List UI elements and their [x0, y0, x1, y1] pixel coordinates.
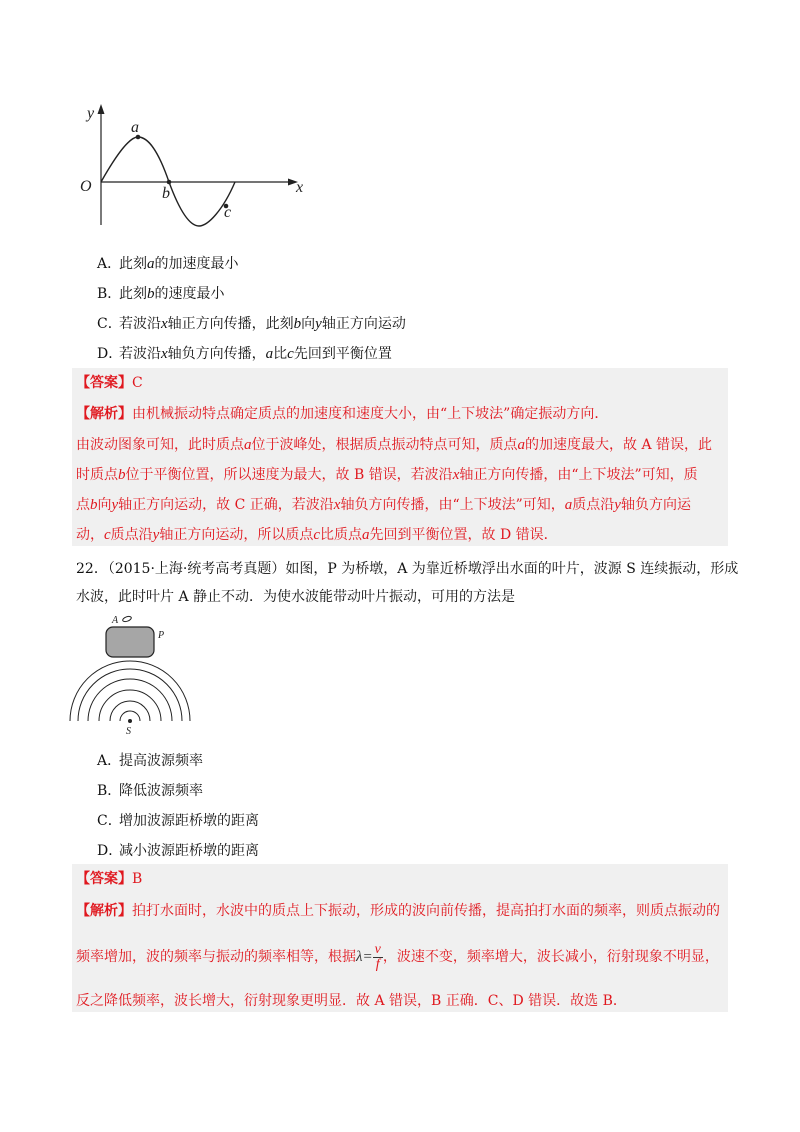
leaf-a: [122, 615, 132, 622]
q21-answer: [76, 374, 143, 392]
analysis-text: 位于平衡位置，所以速度为最大，故 B 错误，若波沿: [125, 467, 453, 483]
analysis-text: 时质点: [76, 467, 118, 483]
q21-answer-box: [72, 368, 728, 546]
analysis-text: 轴正方向运动，所以质点: [159, 527, 314, 543]
analysis-text: 的加速度最大，故 A 错误，此: [525, 437, 713, 453]
analysis-text: 质点沿: [572, 497, 615, 513]
var-b: b: [293, 316, 302, 332]
answer-value: C: [132, 375, 143, 391]
var: b: [118, 467, 126, 483]
var: c: [104, 527, 111, 543]
point-a-label: a: [131, 119, 139, 136]
q22-answer-box: [72, 864, 728, 1012]
var-c: c: [287, 346, 294, 362]
option-key: C．: [97, 813, 122, 829]
q21-analysis-line-5: [76, 526, 558, 544]
q21-option-b: [97, 285, 225, 303]
option-key: B．: [97, 286, 122, 302]
option-key: A．: [97, 256, 122, 272]
leaf-a-label: A: [112, 615, 119, 626]
q22-option-b: [97, 782, 203, 800]
option-text: 若波沿: [119, 346, 161, 362]
analysis-text: 向: [97, 497, 112, 513]
q21-option-d: [97, 345, 392, 363]
q21-analysis-line-1: [76, 405, 608, 423]
option-text: 增加波源距桥墩的距离: [119, 813, 259, 829]
q21-option-c: [97, 315, 406, 333]
source-s-dot: [128, 719, 132, 723]
var-a: a: [265, 346, 274, 362]
analysis-text: 拍打水面时，水波中的质点上下振动，形成的波向前传播，提高拍打水面的频率，则质点振动的: [132, 903, 720, 919]
option-text: 的速度最小: [154, 286, 225, 302]
option-key: D．: [97, 843, 123, 859]
analysis-text: 位于波峰处，根据质点振动特点可知，质点: [251, 437, 518, 453]
var-y: y: [315, 316, 322, 332]
q21-option-a: [97, 255, 239, 273]
analysis-text: 由波动图象可知，此时质点: [76, 437, 244, 453]
option-text: 若波沿: [119, 316, 161, 332]
formula-fraction: [373, 943, 383, 972]
analysis-text: 轴正方向运动，故 C 正确，若波沿: [118, 497, 334, 513]
source-s-label: S: [126, 726, 131, 737]
var: x: [333, 497, 341, 513]
var: y: [152, 527, 160, 543]
var-b: b: [147, 286, 155, 302]
q22-option-d: [97, 842, 259, 860]
point-b-dot: [167, 180, 172, 185]
formula-lambda: λ=: [356, 949, 373, 965]
answer-value: B: [132, 871, 143, 887]
q21-analysis-line-2: [76, 436, 712, 454]
pier-wave-figure: [66, 610, 206, 738]
analysis-text: ，波速不变，频率增大，波长减小，衍射现象不明显，: [382, 949, 719, 965]
option-text: 降低波源频率: [119, 783, 203, 799]
var: y: [111, 497, 119, 513]
q22-option-c: [97, 812, 259, 830]
formula-numerator: v: [374, 941, 381, 957]
formula-denominator: f: [375, 956, 380, 972]
option-key: C．: [97, 316, 122, 332]
pier-p-label: P: [158, 630, 165, 641]
q22-stem-line-2: 水波，此时叶片 A 静止不动．为使水波能带动叶片振动，可用的方法是: [76, 589, 516, 605]
analysis-text: 轴负方向传播，由“上下坡法”可知，: [340, 497, 565, 513]
wave-arc-4: [88, 679, 172, 721]
analysis-text: 动，: [76, 527, 104, 543]
analysis-text: 由机械振动特点确定质点的加速度和速度大小，由“上下坡法”确定振动方向．: [132, 406, 609, 422]
option-text: 此刻: [119, 286, 147, 302]
var-x: x: [161, 316, 168, 332]
option-text: 的加速度最小: [154, 256, 239, 272]
q22-analysis-line-1: [76, 902, 720, 920]
analysis-text: 点: [76, 497, 90, 513]
wave-arc-3: [99, 690, 161, 721]
option-text: 此刻: [119, 256, 147, 272]
option-key: B．: [97, 783, 122, 799]
analysis-text: 轴负方向运: [620, 497, 691, 513]
point-c-label: c: [224, 204, 232, 221]
pier-p: [106, 627, 154, 657]
option-text: 减小波源距桥墩的距离: [119, 843, 259, 859]
q22-analysis-line-3: 反之降低频率，波长增大，衍射现象更明显．故 A 错误，B 正确．C、D 错误．故选 B．: [76, 993, 627, 1009]
answer-tag: 【答案】: [76, 871, 132, 887]
point-b-label: b: [162, 185, 170, 202]
analysis-text: 比质点: [320, 527, 363, 543]
option-key: A．: [97, 753, 122, 769]
y-axis-label: y: [87, 105, 95, 122]
option-text: 先回到平衡位置: [293, 346, 392, 362]
var-x: x: [161, 346, 168, 362]
wave-arc-5: [78, 669, 182, 721]
q22-answer: [76, 870, 142, 888]
option-text: 轴正方向运动: [321, 316, 406, 332]
var: b: [90, 497, 98, 513]
option-text: 轴负方向传播，: [167, 346, 266, 362]
var: a: [517, 437, 525, 453]
x-axis-label: x: [296, 179, 304, 196]
analysis-text: 频率增加，波的频率与振动的频率相等，根据: [76, 949, 356, 965]
q22-analysis-line-2: [76, 940, 719, 974]
var: a: [362, 527, 370, 543]
option-text: 提高波源频率: [119, 753, 203, 769]
option-text: 比: [273, 346, 288, 362]
origin-label: O: [80, 178, 92, 195]
analysis-text: 质点沿: [110, 527, 153, 543]
y-axis-arrow: [98, 104, 105, 114]
q21-analysis-line-4: [76, 496, 691, 514]
analysis-tag: 【解析】: [76, 406, 132, 422]
answer-tag: 【答案】: [76, 375, 132, 391]
analysis-text: 先回到平衡位置，故 D 错误．: [369, 527, 558, 543]
option-text: 向: [301, 316, 316, 332]
option-text: 轴正方向传播，此刻: [167, 316, 294, 332]
analysis-text: 轴正方向传播，由“上下坡法”可知，质: [459, 467, 698, 483]
wave-figure: [78, 100, 318, 240]
var: x: [452, 467, 460, 483]
q22-stem-line-1: 22．（2015·上海·统考高考真题）如图，P 为桥墩，A 为靠近桥墩浮出水面的叶片，波源 S 连续振动，形成: [76, 561, 739, 577]
q22-option-a: [97, 752, 203, 770]
var-a: a: [147, 256, 155, 272]
var: c: [313, 527, 321, 543]
var: a: [564, 497, 573, 513]
var: a: [244, 437, 252, 453]
option-key: D．: [97, 346, 123, 362]
analysis-tag: 【解析】: [76, 903, 132, 919]
q21-analysis-line-3: [76, 466, 698, 484]
var: y: [614, 497, 621, 513]
